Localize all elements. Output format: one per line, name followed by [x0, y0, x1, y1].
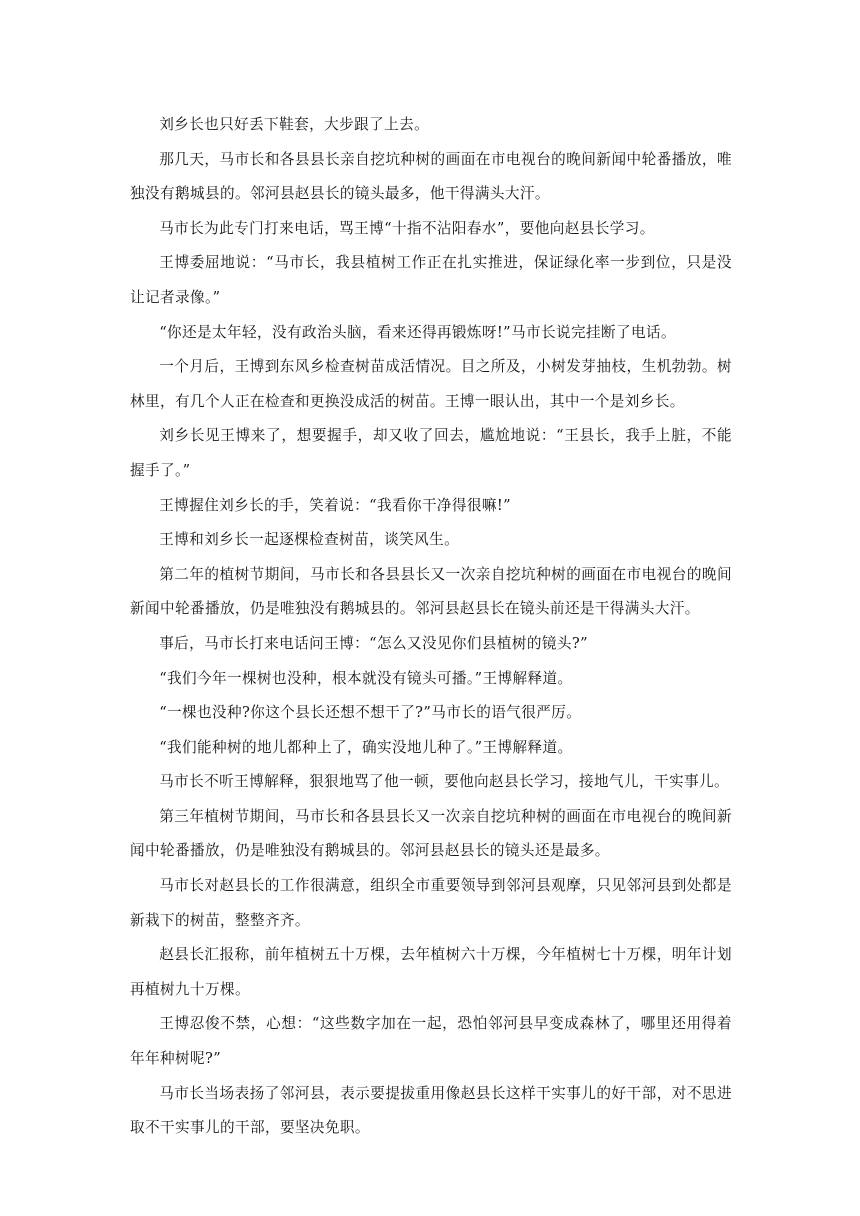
paragraph-16: 第三年植树节期间，马市长和各县县长又一次亲自挖坑种树的画面在市电视台的晚间新闻中轮番播放，仍是唯独没有鹅城县的。邻河县赵县长的镜头还是最多。	[130, 807, 732, 860]
paragraph-19: 王博忍俊不禁，心想：“这些数字加在一起，恐怕邻河县早变成森林了，哪里还用得着年年种树呢?”	[130, 1015, 732, 1068]
paragraph-20: 马市长当场表扬了邻河县，表示要提拔重用像赵县长这样干实事儿的好干部，对不思进取不干实事儿的干部，要坚决免职。	[130, 1084, 732, 1137]
paragraph-7: 刘乡长见王博来了，想要握手，却又收了回去，尴尬地说：“王县长，我手上脏，不能握手了。”	[130, 427, 732, 479]
paragraph-6: 一个月后，王博到东风乡检查树苗成活情况。目之所及，小树发芽抽枝，生机勃勃。树林里，有几个人正在检查和更换没成活的树苗。王博一眼认出，其中一个是刘乡长。	[130, 358, 732, 410]
paragraph-8: 王博握住刘乡长的手，笑着说：“我看你干净得很嘛!”	[159, 496, 512, 514]
paragraph-18: 赵县长汇报称，前年植树五十万棵，去年植树六十万棵，今年植树七十万棵，明年计划再植树九十万棵。	[130, 946, 732, 998]
paragraph-17: 马市长对赵县长的工作很满意，组织全市重要领导到邻河县观摩，只见邻河县到处都是新栽下的树苗，整整齐齐。	[130, 877, 732, 929]
paragraph-12: “我们今年一棵树也没种，根本就没有镜头可播。”王博解释道。	[159, 669, 573, 687]
paragraph-3: 马市长为此专门打来电话，骂王博“十指不沾阳春水”，要他向赵县长学习。	[159, 219, 655, 237]
paragraph-11: 事后，马市长打来电话问王博：“怎么又没见你们县植树的镜头?”	[159, 634, 588, 652]
paragraph-14: “我们能种树的地儿都种上了，确实没地儿种了。”王博解释道。	[159, 738, 573, 756]
paragraph-5: “你还是太年轻，没有政治头脑，看来还得再锻炼呀!”马市长说完挂断了电话。	[159, 323, 676, 341]
paragraph-15: 马市长不听王博解释，狠狠地骂了他一顿，要他向赵县长学习，接地气儿，干实事儿。	[159, 773, 729, 791]
paragraph-10: 第二年的植树节期间，马市长和各县县长又一次亲自挖坑种树的画面在市电视台的晚间新闻中轮番播放，仍是唯独没有鹅城县的。邻河县赵县长在镜头前还是干得满头大汗。	[130, 565, 732, 618]
paragraph-2: 那几天，马市长和各县县长亲自挖坑种树的画面在市电视台的晚间新闻中轮番播放，唯独没有鹅城县的。邻河县赵县长的镜头最多，他干得满头大汗。	[130, 150, 732, 203]
document-page	[130, 108, 732, 1146]
paragraph-13: “一棵也没种?你这个县长还想不想干了?”马市长的语气很严厉。	[159, 704, 582, 722]
paragraph-9: 王博和刘乡长一起逐棵检查树苗，谈笑风生。	[159, 531, 460, 549]
paragraph-4: 王博委屈地说：“马市长，我县植树工作正在扎实推进，保证绿化率一步到位，只是没让记者录像。”	[130, 254, 732, 306]
paragraph-1: 刘乡长也只好丢下鞋套，大步跟了上去。	[159, 116, 430, 133]
